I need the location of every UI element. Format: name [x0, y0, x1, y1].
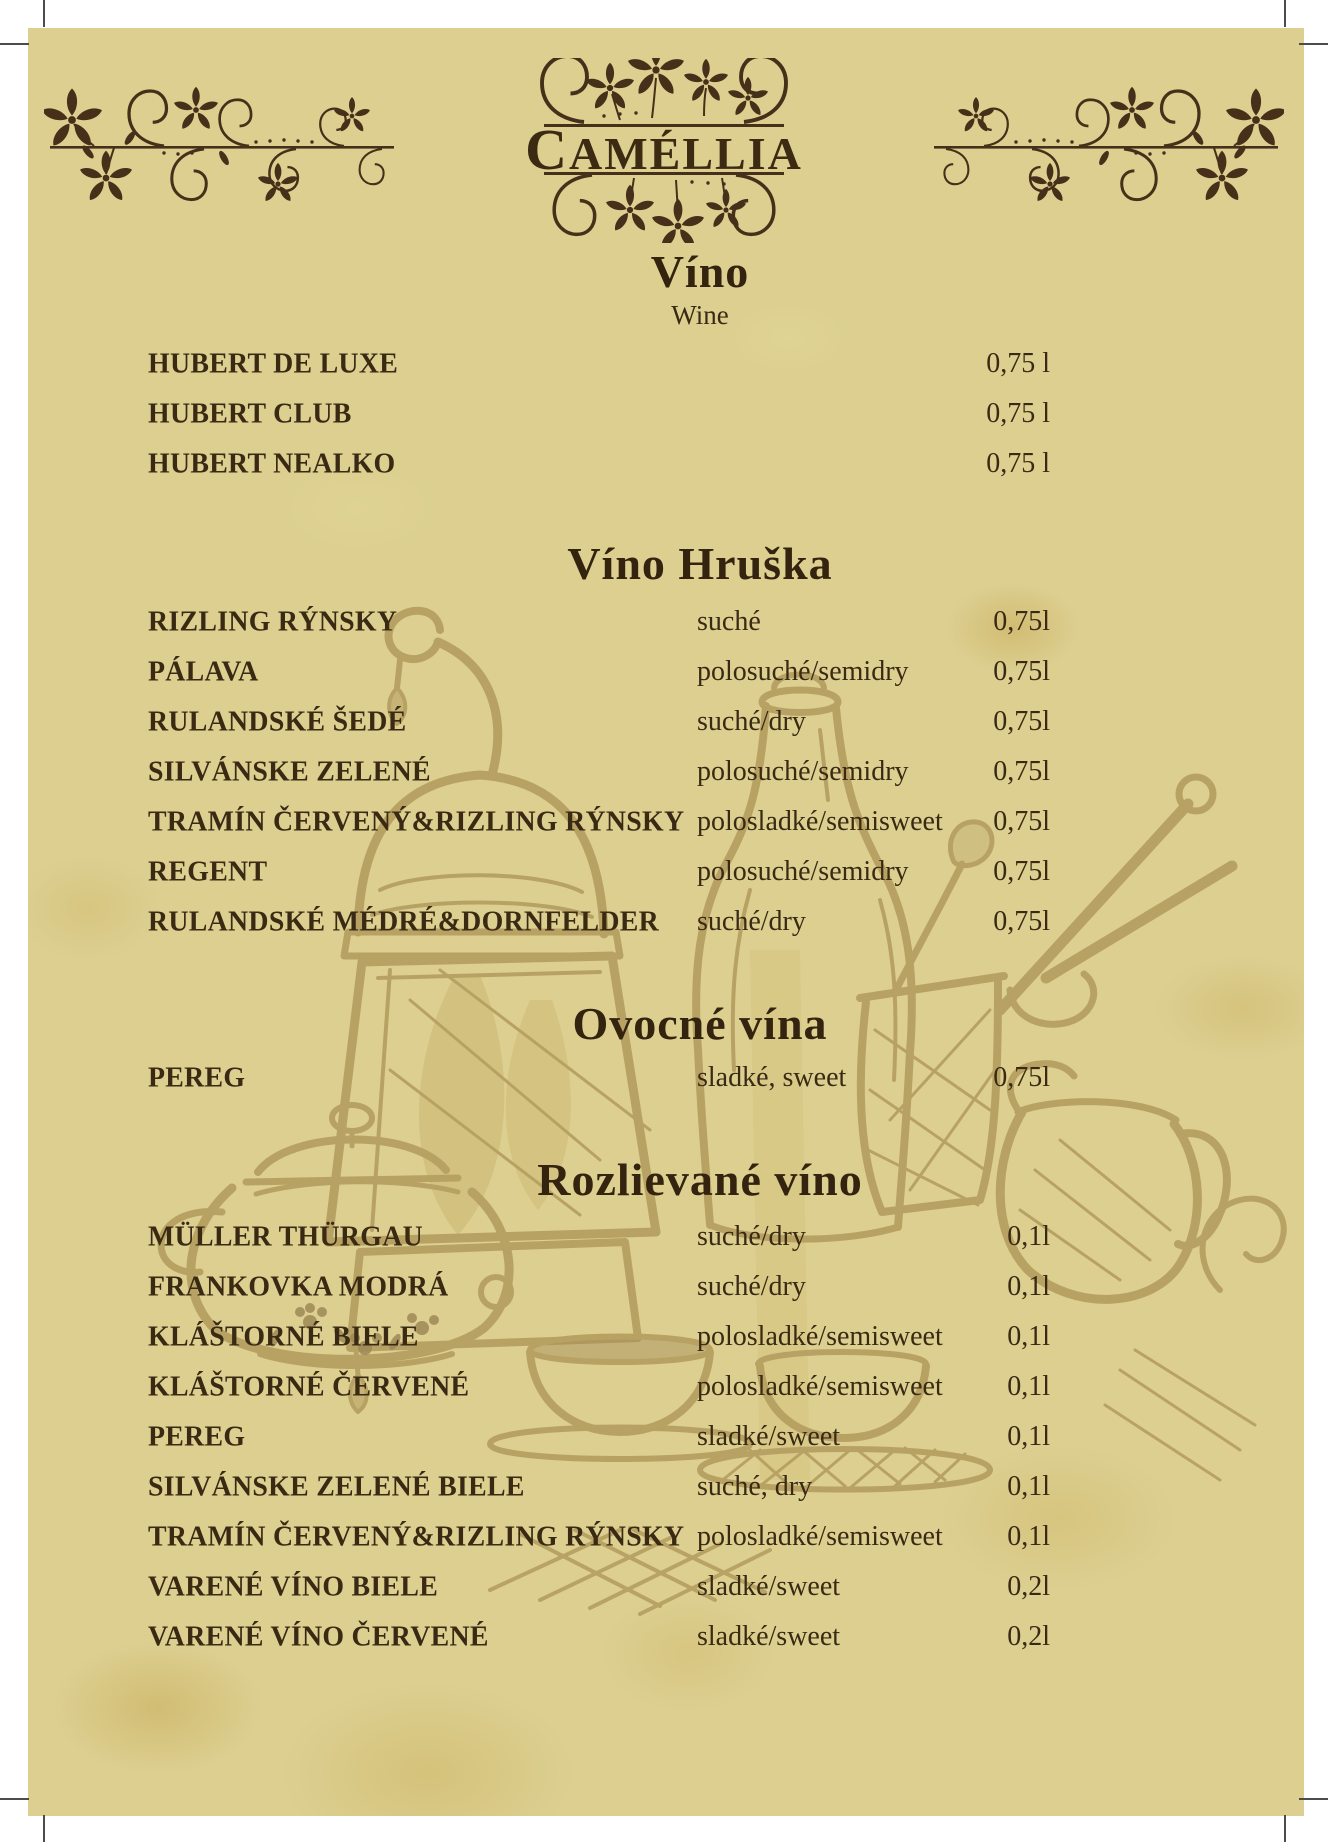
item-name: MÜLLER THÜRGAU [148, 1220, 423, 1253]
item-volume: 0,75 l [986, 398, 1050, 429]
item-name: FRANKOVKA MODRÁ [148, 1270, 449, 1303]
menu-item-row [148, 647, 1050, 697]
item-taste: suché/dry [697, 1221, 806, 1252]
section-rows-ovocne-vina [148, 1053, 1050, 1103]
item-volume: 0,1l [1007, 1371, 1050, 1402]
section-rows-rozlievane-vino [148, 1212, 1050, 1662]
menu-item-row [148, 439, 1050, 489]
item-name: RULANDSKÉ ŠEDÉ [148, 705, 407, 738]
item-name: REGENT [148, 855, 268, 888]
brand-title: CAMÉLLIA [525, 117, 803, 182]
crop-mark [43, 1815, 45, 1842]
item-taste: polosladké/semisweet [697, 806, 943, 837]
item-name: KLÁŠTORNÉ ČERVENÉ [148, 1370, 470, 1403]
item-volume: 0,75l [993, 856, 1050, 887]
item-volume: 0,2l [1007, 1621, 1050, 1652]
item-name: VARENÉ VÍNO BIELE [148, 1570, 439, 1603]
section-title-vino: Víno [650, 246, 750, 297]
item-taste: polosladké/semisweet [697, 1321, 943, 1352]
crop-mark [0, 1798, 29, 1800]
item-name: KLÁŠTORNÉ BIELE [148, 1320, 419, 1353]
item-name: VARENÉ VÍNO ČERVENÉ [148, 1620, 489, 1653]
item-taste: polosuché/semidry [697, 756, 909, 787]
crop-mark [1284, 0, 1286, 27]
menu-item-row [148, 597, 1050, 647]
item-volume: 0,1l [1007, 1471, 1050, 1502]
menu-item-row [148, 1462, 1050, 1512]
item-volume: 0,75l [993, 656, 1050, 687]
item-volume: 0,1l [1007, 1521, 1050, 1552]
menu-item-row [148, 897, 1050, 947]
item-taste: polosuché/semidry [697, 856, 909, 887]
item-volume: 0,1l [1007, 1271, 1050, 1302]
section-rows-vino-hruska [148, 597, 1050, 947]
section-title-vino-hruska: Víno Hruška [567, 538, 833, 589]
menu-item-row [148, 797, 1050, 847]
menu-item-row [148, 1612, 1050, 1662]
item-volume: 0,75l [993, 1062, 1050, 1093]
item-volume: 0,75 l [986, 348, 1050, 379]
item-taste: suché, dry [697, 1471, 813, 1502]
menu-item-row [148, 747, 1050, 797]
item-name: TRAMÍN ČERVENÝ&RIZLING RÝNSKY [148, 805, 685, 838]
item-volume: 0,75l [993, 906, 1050, 937]
item-volume: 0,1l [1007, 1221, 1050, 1252]
item-taste: polosladké/semisweet [697, 1371, 943, 1402]
item-taste: polosuché/semidry [697, 656, 909, 687]
menu-item-row [148, 697, 1050, 747]
item-taste: sladké/sweet [697, 1621, 841, 1652]
menu-item-row [148, 1262, 1050, 1312]
item-volume: 0,75 l [986, 448, 1050, 479]
menu-item-row [148, 1512, 1050, 1562]
item-name: RIZLING RÝNSKY [148, 605, 398, 638]
item-name: TRAMÍN ČERVENÝ&RIZLING RÝNSKY [148, 1520, 685, 1553]
item-taste: suché/dry [697, 906, 806, 937]
item-volume: 0,1l [1007, 1321, 1050, 1352]
menu-item-row [148, 389, 1050, 439]
menu-item-row [148, 1212, 1050, 1262]
item-taste: polosladké/semisweet [697, 1521, 943, 1552]
section-title-rozlievane-vino: Rozlievané víno [537, 1154, 863, 1205]
item-volume: 0,75l [993, 706, 1050, 737]
item-volume: 0,1l [1007, 1421, 1050, 1452]
crop-mark [1299, 1798, 1328, 1800]
section-subtitle-wine: Wine [671, 300, 729, 330]
menu-item-row [148, 1412, 1050, 1462]
item-taste: suché/dry [697, 1271, 806, 1302]
item-name: PÁLAVA [148, 655, 259, 688]
item-name: SILVÁNSKE ZELENÉ [148, 755, 431, 788]
item-taste: suché [697, 606, 761, 637]
item-name: PEREG [148, 1420, 246, 1453]
item-name: SILVÁNSKE ZELENÉ BIELE [148, 1470, 525, 1503]
item-volume: 0,75l [993, 606, 1050, 637]
item-name: RULANDSKÉ MÉDRÉ&DORNFELDER [148, 905, 659, 938]
section-rows-vino [148, 339, 1050, 489]
item-volume: 0,75l [993, 806, 1050, 837]
item-name: HUBERT NEALKO [148, 447, 396, 480]
menu-item-row [148, 847, 1050, 897]
item-taste: suché/dry [697, 706, 806, 737]
item-taste: sladké/sweet [697, 1571, 841, 1602]
menu-item-row [148, 1562, 1050, 1612]
item-name: HUBERT CLUB [148, 397, 352, 430]
menu-item-row [148, 1312, 1050, 1362]
menu-item-row [148, 1362, 1050, 1412]
item-name: HUBERT DE LUXE [148, 347, 399, 380]
item-taste: sladké/sweet [697, 1421, 841, 1452]
section-title-ovocne-vina: Ovocné vína [572, 998, 828, 1049]
menu-item-row [148, 339, 1050, 389]
crop-mark [0, 43, 29, 45]
item-taste: sladké, sweet [697, 1062, 847, 1093]
crop-mark [1299, 43, 1328, 45]
crop-mark [1284, 1815, 1286, 1842]
menu-item-row [148, 1053, 1050, 1103]
crop-mark [43, 0, 45, 27]
item-name: PEREG [148, 1061, 246, 1094]
item-volume: 0,2l [1007, 1571, 1050, 1602]
item-volume: 0,75l [993, 756, 1050, 787]
